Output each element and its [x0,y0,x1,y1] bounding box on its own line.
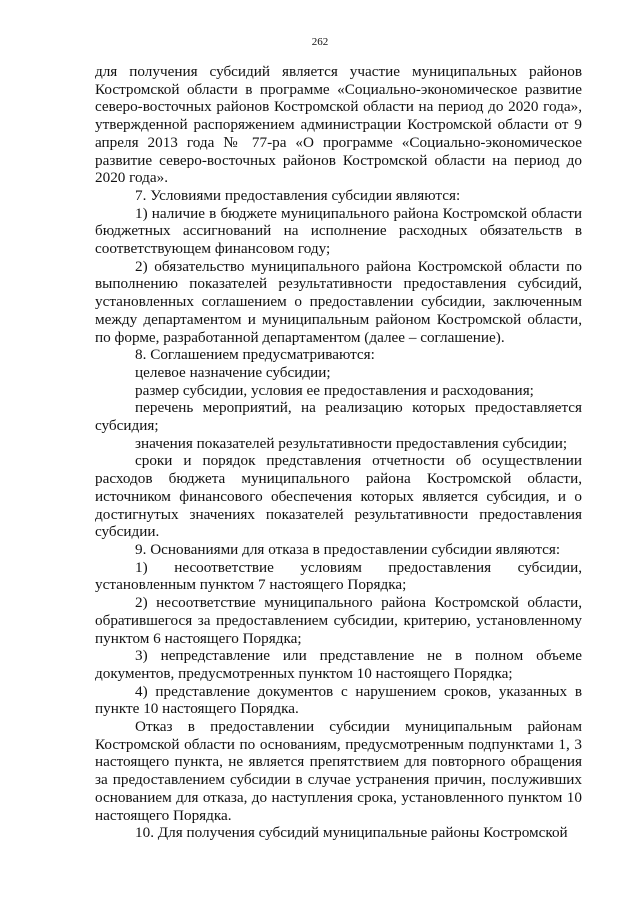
paragraph: 10. Для получения субсидий муниципальные районы Костромской [135,824,568,842]
page-number: 262 [311,36,329,48]
paragraph: 1) наличие в бюджете муниципального района Костромской области бюджетных ассигнований на исполнение расходных обязательств в соответствующем финансовом году; [95,204,582,258]
paragraph: 7. Условиями предоставления субсидии являются: [135,186,461,204]
paragraph: перечень мероприятий, на реализацию которых предоставляется субсидия; [95,399,582,435]
paragraph: 2) несоответствие муниципального района Костромской области, обратившегося за предоставлением субсидии, критерию, установленному пунктом 6 настоящего Порядка; [95,594,582,647]
paragraph: для получения субсидий является участие муниципальных районов Костромской области в программе «Социально-экономическое развитие северо-восточных районов Костромской области на период до 2020 года», утвержденной распоряжением администрации Костромской области от 9 апреля 2013 года № 77-ра «О программе «Социально-экономическое развитие северо-восточных районов Костромской области на период до 2020 года». [95,63,582,187]
document-body [95,63,582,842]
paragraph: целевое назначение субсидии; [135,363,331,381]
paragraph: значения показателей результативности предоставления субсидии; [135,434,568,452]
paragraph: 1) несоответствие условиям предоставления субсидии, установленным пунктом 7 настоящего Порядка; [95,558,582,594]
paragraph: Отказ в предоставлении субсидии муниципальным районам Костромской области по основаниям, предусмотренным подпунктами 1, 3 настоящего пункта, не является препятствием для повторного обращения за предоставлением субсидии в случае устранения причин, послуживших основанием для отказа, до наступления срока, установленного пунктом 10 настоящего Порядка. [95,718,582,824]
paragraph: 4) представление документов с нарушением сроков, указанных в пункте 10 настоящего Порядка. [95,682,582,718]
paragraph: 2) обязательство муниципального района Костромской области по выполнению показателей результативности предоставления субсидий, установленных соглашением о предоставлении субсидии, заключенным между департаментом и муниципальным районом Костромской области, по форме, разработанной департаментом (далее – соглашение). [95,257,582,346]
paragraph: 9. Основаниями для отказа в предоставлении субсидии являются: [135,540,561,558]
paragraph: 3) непредставление или представление не в полном объеме документов, предусмотренных пунктом 10 настоящего Порядка; [95,647,582,682]
paragraph: сроки и порядок представления отчетности об осуществлении расходов бюджета муниципального района Костромской области, источником финансового обеспечения которых является субсидия, и о достигнутых значениях показателей результативности предоставления субсидии. [95,452,582,541]
paragraph: 8. Соглашением предусматриваются: [135,346,375,364]
paragraph: размер субсидии, условия ее предоставления и расходования; [135,381,534,399]
